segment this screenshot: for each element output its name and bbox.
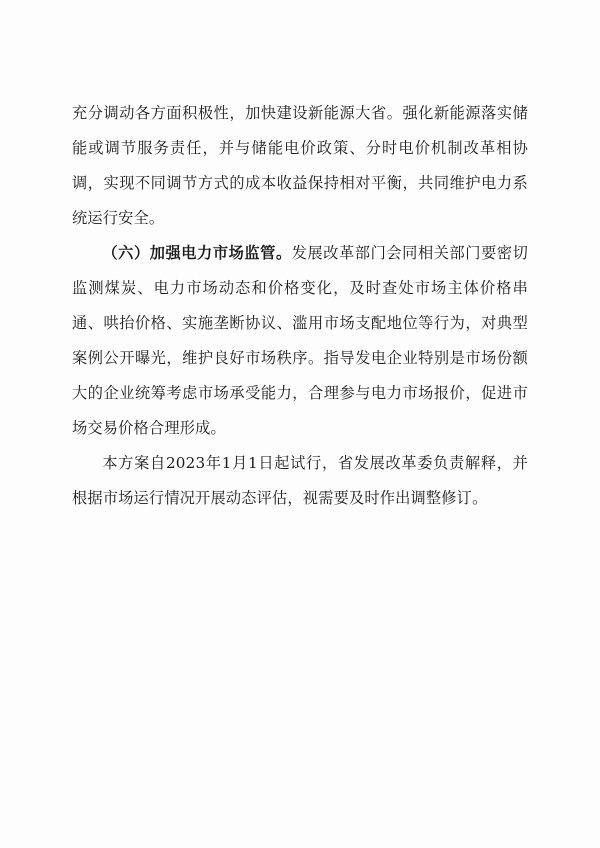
- paragraph-3: 本方案自2023年1月1日起试行，省发展改革委负责解释，并根据市场运行情况开展动态评估，视需要及时作出调整修订。: [72, 454, 528, 507]
- document-body: [72, 96, 528, 516]
- paragraph-2-heading-run: （六）加强电力市场监管。: [102, 244, 292, 262]
- paragraph-1: 充分调动各方面积极性，加快建设新能源大省。强化新能源落实储能或调节服务责任，并与储能电价政策、分时电价机制改革相协调，实现不同调节方式的成本收益保持相对平衡，共同维护电力系统运行安全。: [72, 104, 528, 227]
- paragraph-2-text: 发展改革部门会同相关部门要密切监测煤炭、电力市场动态和价格变化，及时查处市场主体价格串通、哄抬价格、实施垄断协议、滥用市场支配地位等行为，对典型案例公开曝光，维护良好市场秩序。指导发电企业特别是市场份额大的企业统筹考虑市场承受能力，合理参与电力市场报价，促进市场交易价格合理形成。: [72, 244, 529, 437]
- paragraph-2: [72, 236, 528, 446]
